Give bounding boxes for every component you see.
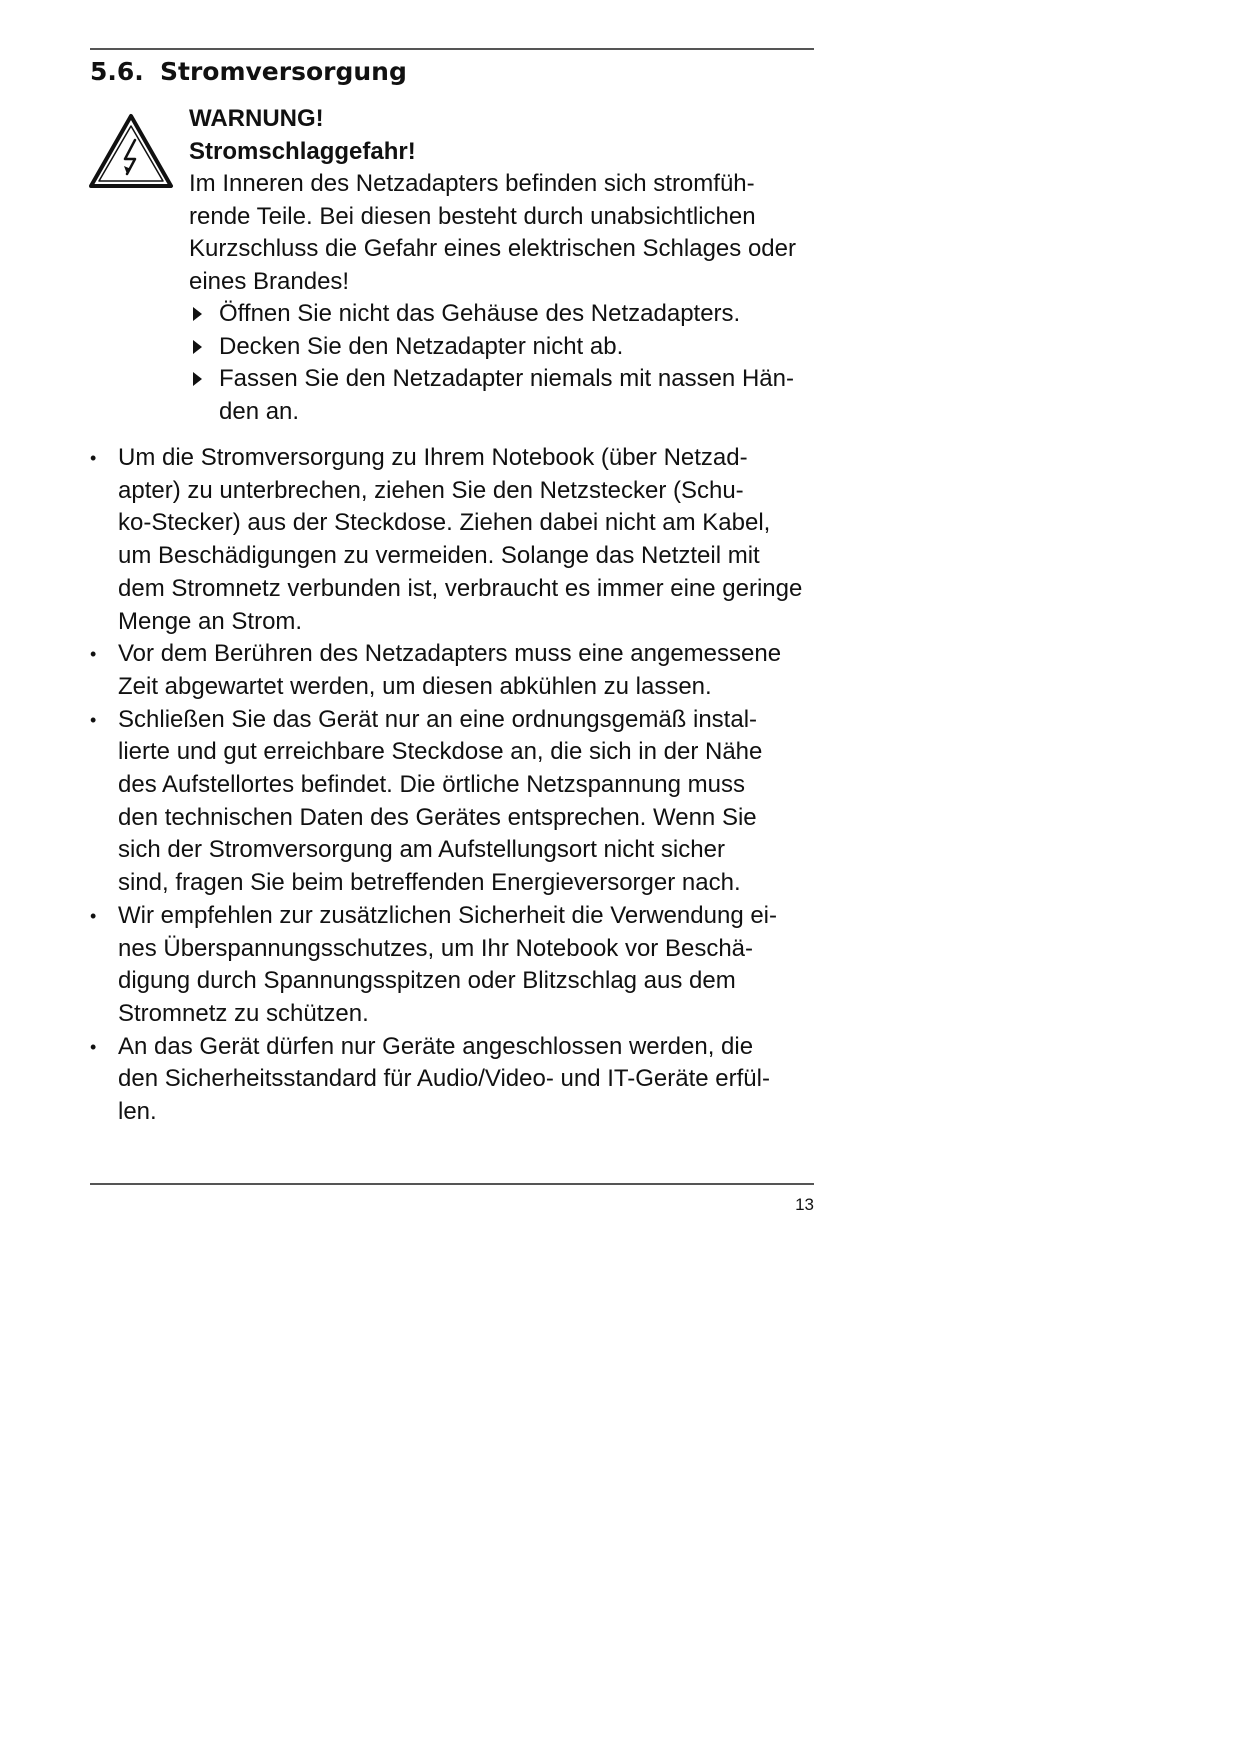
list-item-line: Wir empfehlen zur zusätzlichen Sicherheit die Verwendung ei- <box>118 901 778 929</box>
bullet-dot-icon: • <box>90 905 97 926</box>
warning-step-line: Öffnen Sie nicht das Gehäuse des Netzadapters. <box>219 300 741 327</box>
top-rule <box>90 48 814 50</box>
list-item-line: An das Gerät dürfen nur Geräte angeschlossen werden, die <box>118 1032 754 1060</box>
electric-shock-warning-icon <box>88 113 174 189</box>
bullet-dot-icon: • <box>90 644 97 665</box>
list-item-line: ko-Stecker) aus der Steckdose. Ziehen dabei nicht am Kabel, <box>118 509 771 537</box>
list-item <box>86 442 821 638</box>
list-item <box>86 638 821 703</box>
warning-block <box>189 103 819 428</box>
list-item-line: nes Überspannungsschutzes, um Ihr Notebook vor Beschä- <box>118 934 754 962</box>
bottom-rule <box>90 1183 814 1185</box>
list-item-line: apter) zu unterbrechen, ziehen Sie den Netzstecker (Schu- <box>118 476 744 504</box>
bullet-dot-icon: • <box>90 448 97 468</box>
list-item <box>86 704 821 900</box>
list-item <box>86 1031 821 1129</box>
warning-subtitle: Stromschlaggefahr! <box>189 137 416 165</box>
section-number: 5.6. <box>90 57 144 86</box>
warning-step-line: Fassen Sie den Netzadapter niemals mit nassen Hän- <box>219 365 794 392</box>
list-item-line: Zeit abgewartet werden, um diesen abkühlen zu lassen. <box>118 672 712 700</box>
warning-step-line: Decken Sie den Netzadapter nicht ab. <box>219 332 624 360</box>
arrow-right-icon <box>193 307 202 321</box>
list-item-line: Um die Stromversorgung zu Ihrem Notebook (über Netzad- <box>118 444 748 471</box>
bullet-list <box>86 442 821 1129</box>
warning-step <box>189 298 819 331</box>
warning-title: WARNUNG! <box>189 105 324 132</box>
list-item-line: Menge an Strom. <box>118 607 303 635</box>
list-item-line: um Beschädigungen zu vermeiden. Solange das Netzteil mit <box>118 542 760 570</box>
arrow-right-icon <box>193 340 202 354</box>
warning-steps <box>189 298 819 428</box>
list-item-line: lierte und gut erreichbare Steckdose an, die sich in der Nähe <box>118 738 763 766</box>
list-item-line: Schließen Sie das Gerät nur an eine ordnungsgemäß instal- <box>118 705 758 733</box>
page-number: 13 <box>795 1195 814 1214</box>
warning-body-line: Kurzschluss die Gefahr eines elektrischen Schlages oder <box>189 235 796 262</box>
bullet-dot-icon: • <box>90 709 97 730</box>
warning-body-line: eines Brandes! <box>189 267 350 295</box>
list-item-line: dem Stromnetz verbunden ist, verbraucht es immer eine geringe <box>118 574 803 602</box>
arrow-right-icon <box>193 372 202 386</box>
warning-step <box>189 363 819 428</box>
warning-body <box>189 168 819 298</box>
warning-step-line: den an. <box>219 397 300 425</box>
list-item-line: des Aufstellortes befindet. Die örtliche Netzspannung muss <box>118 771 746 799</box>
warning-body-line: Im Inneren des Netzadapters befinden sich stromfüh- <box>189 170 755 197</box>
list-item-line: sind, fragen Sie beim betreffenden Energieversorger nach. <box>118 869 741 897</box>
section-title: Stromversorgung <box>160 57 407 86</box>
list-item-line: len. <box>118 1098 157 1126</box>
list-item-line: den technischen Daten des Gerätes entsprechen. Wenn Sie <box>118 803 757 831</box>
list-item <box>86 900 821 1031</box>
list-item-line: sich der Stromversorgung am Aufstellungsort nicht sicher <box>118 836 725 864</box>
warning-step <box>189 331 819 364</box>
warning-body-line: rende Teile. Bei diesen besteht durch unabsichtlichen <box>189 202 756 230</box>
list-item-line: den Sicherheitsstandard für Audio/Video- und IT-Geräte erfül- <box>118 1065 770 1093</box>
list-item-line: Vor dem Berühren des Netzadapters muss eine angemessene <box>118 640 782 668</box>
section-heading <box>90 54 407 90</box>
list-item-line: Stromnetz zu schützen. <box>118 999 369 1027</box>
bullet-dot-icon: • <box>90 1036 97 1057</box>
list-item-line: digung durch Spannungsspitzen oder Blitzschlag aus dem <box>118 967 736 995</box>
